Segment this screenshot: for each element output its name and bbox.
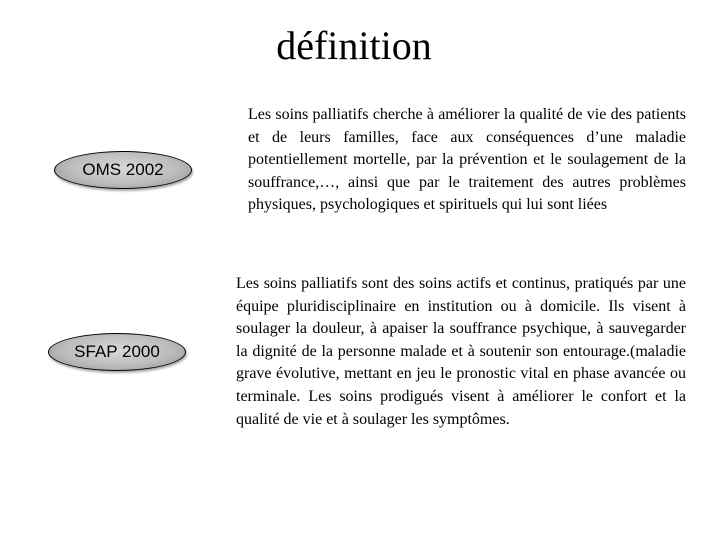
source-badge-oms [54,151,192,189]
page-title: définition [276,23,432,68]
source-label: OMS 2002 [82,160,164,179]
definition-text-sfap: Les soins palliatifs sont des soins actifs et continus, pratiqués par une équipe pluridisciplinaire en institution ou à domicile. Ils visent à soulager la douleur, à apaiser la souffrance psychique, à sauvegarder la dignité de la personne malade et à soutenir son entourage.(maladie grave évolutive, mettant en jeu le pronostic vital en phase avancée ou terminale. Les soins prodigués visent à améliorer le confort et la qualité de vie et à soulager les symptômes. [236,275,686,428]
source-label: SFAP 2000 [74,342,160,361]
definition-text-oms: Les soins palliatifs cherche à améliorer la qualité de vie des patients et de leurs familles, face aux conséquences d’une maladie potentiellement mortelle, par la prévention et le soulagement de la souffrance,…, ainsi que par le traitement des autres problèmes physiques, psychologiques et spirituels qui lui sont liées [248,106,686,214]
source-badge-sfap [48,333,186,371]
